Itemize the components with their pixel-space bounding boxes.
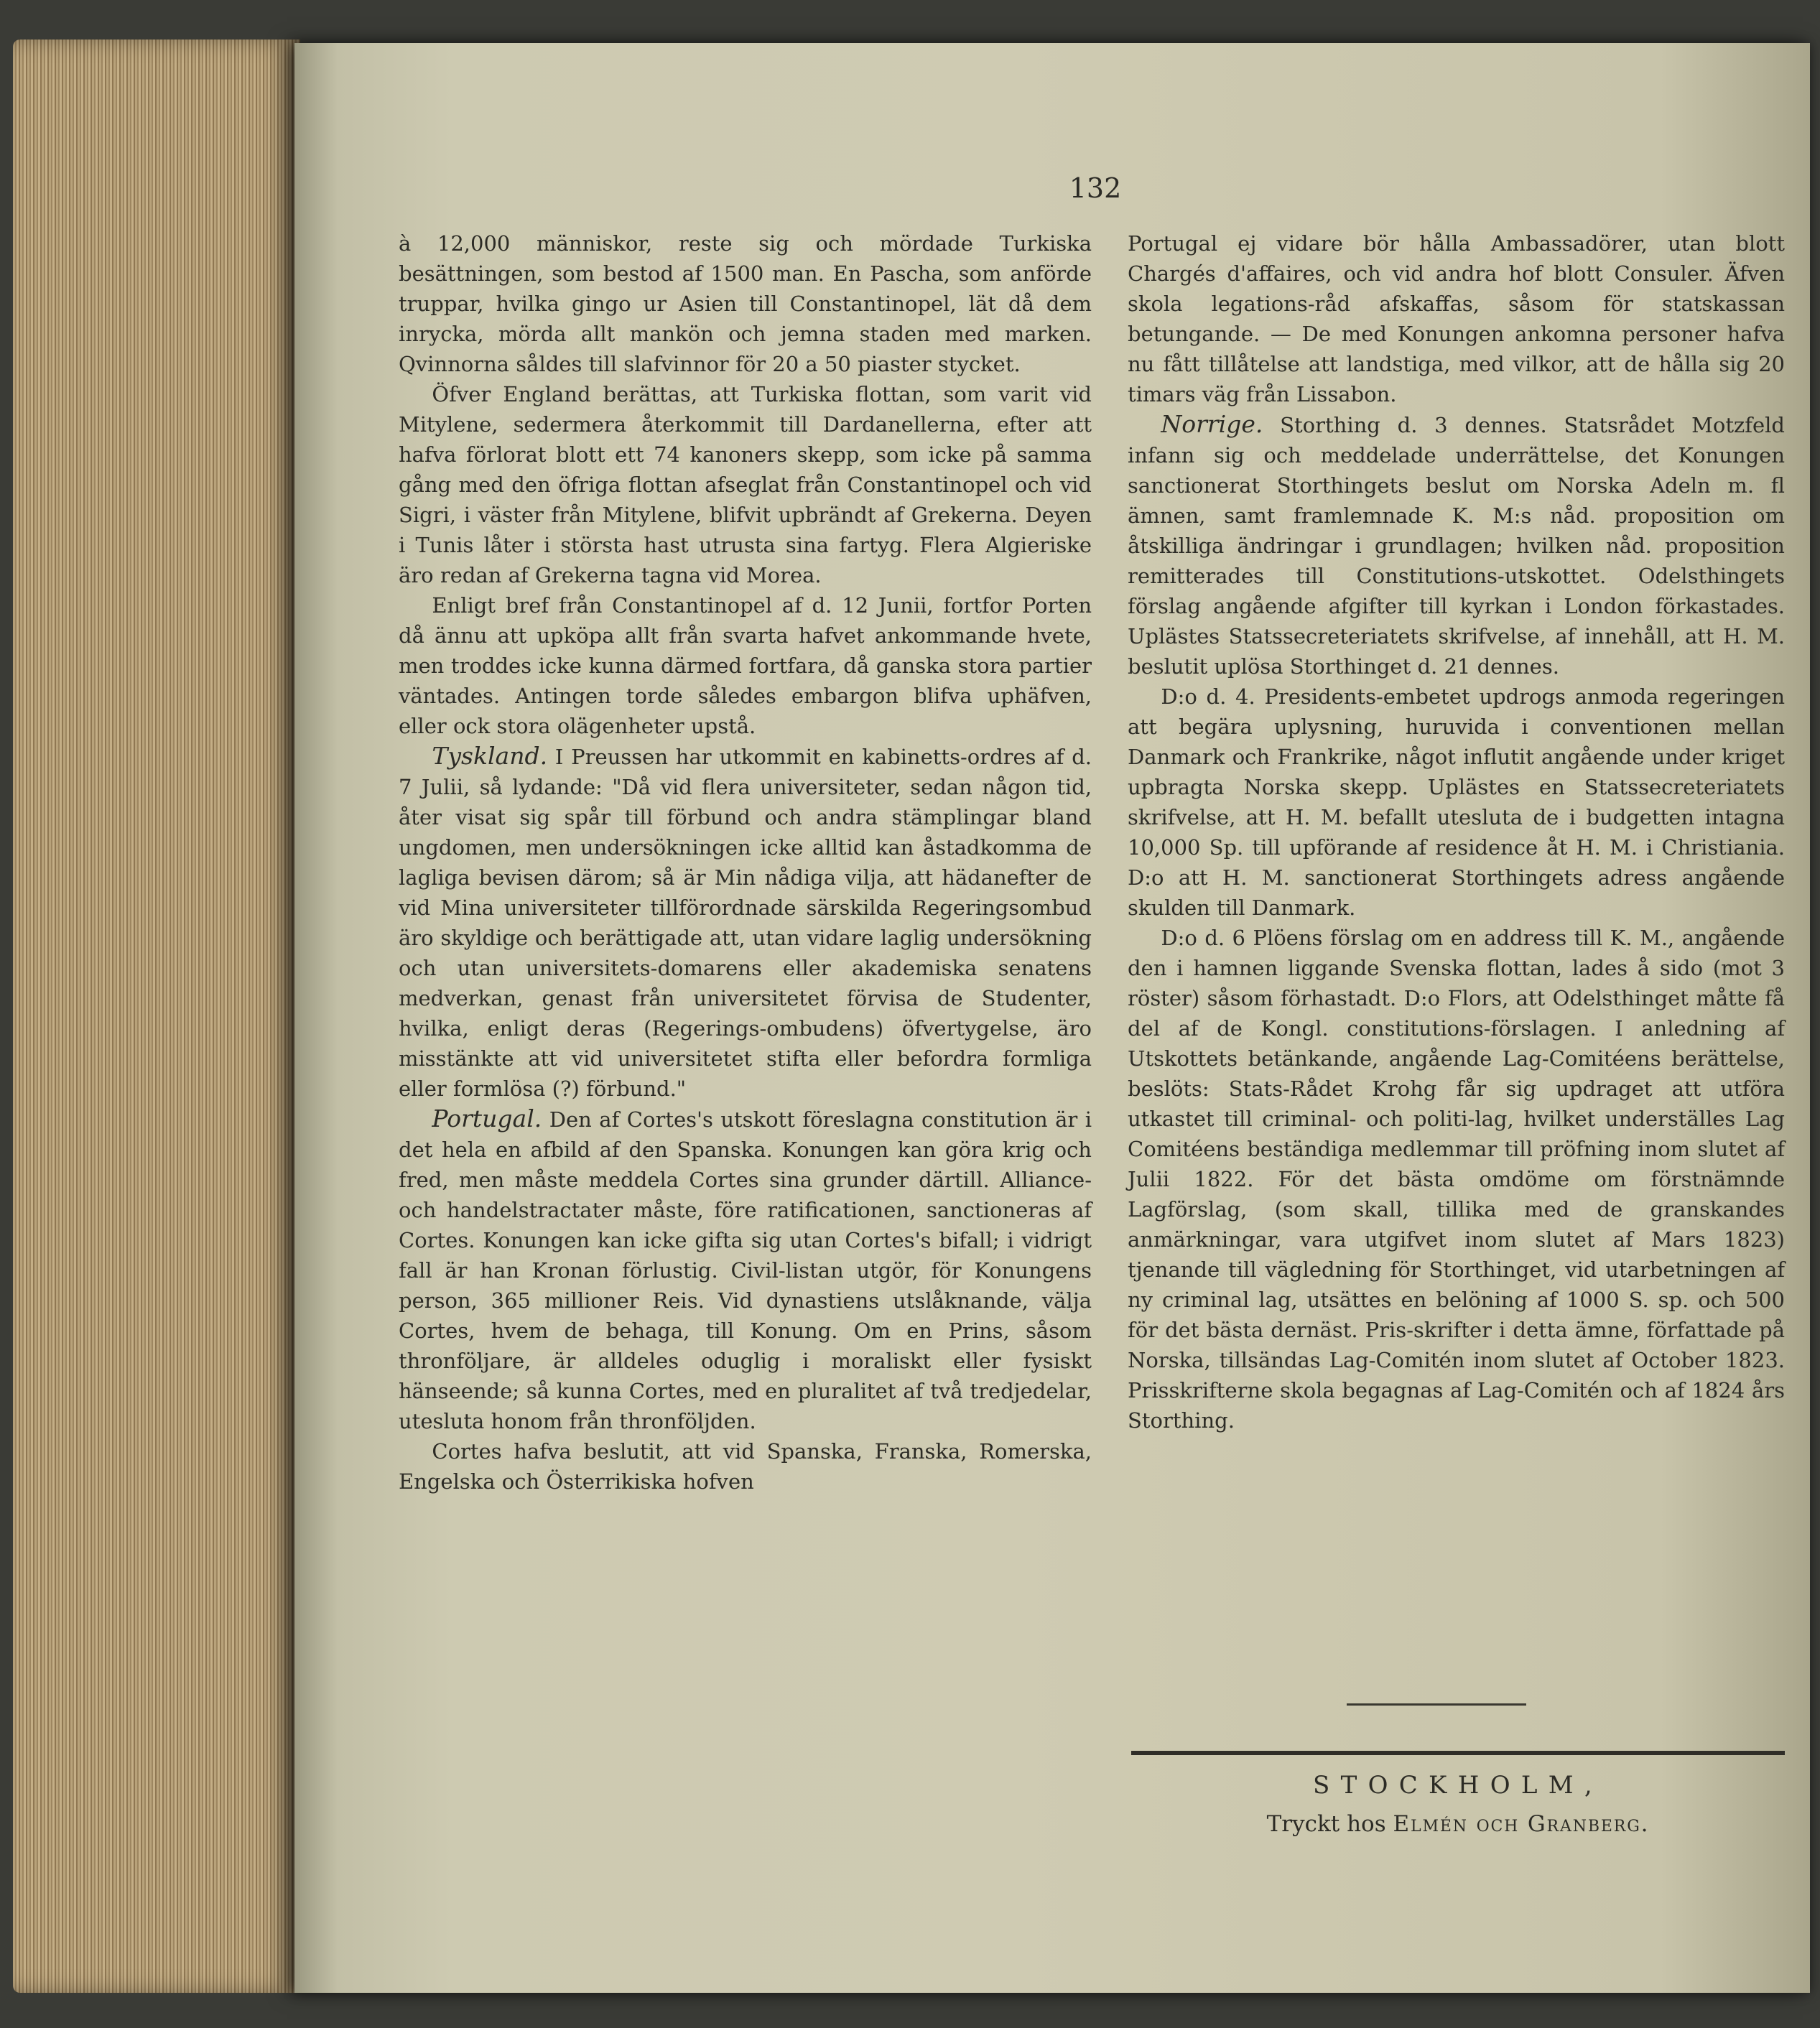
short-divider <box>1347 1703 1526 1706</box>
paragraph: Cortes hafva beslutit, att vid Spanska, Franska, Romerska, Engelska och Österrikiska hofven <box>399 1439 1092 1494</box>
page-number: 132 <box>1069 172 1122 204</box>
paragraph-text: Storthing d. 3 dennes. Statsrådet Motzfeld infann sig och meddelade underrättelse, det Konungen sanctionerat Storthingets beslut om Norska Adeln m. fl ämnen, samt framlemnade K. M:s nåd. proposition om åtskilliga ändringar i grundlagen; hvilken nåd. proposition remitterades till Constitutions-utskottet. Odelsthingets förslag angående afgifter till kyrkan i London förkastades. Uplästes Statssecreteriatets skrifvelse, af innehåll, att H. M. beslutit uplösa Storthinget d. 21 dennes. <box>1128 413 1785 679</box>
paragraph: D:o d. 4. Presidents-embetet updrogs anmoda regeringen att begära uplysning, huruvida i conventionen mellan Danmark och Frankrike, något influtit angående under kriget upbragta Norska skepp. Uplästes en Statssecreteriatets skrifvelse, att H. M. befallt utesluta de i budgetten intagna 10,000 Sp. till upförande af residence åt H. M. i Christiania. D:o att H. M. sanctionerat Storthingets adress angående skulden till Danmark. <box>1128 684 1785 920</box>
imprint-prefix: Tryckt hos <box>1266 1811 1393 1837</box>
paragraph <box>399 741 1092 1104</box>
paragraph <box>1128 409 1785 682</box>
paragraph-text: I Preussen har utkommit en kabinetts-ordres af d. 7 Julii, så lydande: "Då vid flera universiteter, sedan någon tid, åter visat sig spår till förbund och andra stämplingar bland ungdomen, men undersökningen icke alltid kan åstadkomma de lagliga bevisen därom; så är Min nådiga vilja, att hädanefter de vid Mina universiteter tillförordnade särskilda Regeringsombud äro skyldige och berättigade att, utan vidare laglig undersökning och utan universitets-domarens eller akademiska senatens medverkan, genast från universitetet förvisa de Studenter, hvilka, enligt deras (Regerings-ombudens) öfvertygelse, äro misstänkte att vid universitetet stifta eller befordra formliga eller formlösa (?) förbund." <box>399 745 1092 1101</box>
book-page-edges <box>13 39 300 1993</box>
country-heading: Portugal. <box>432 1104 542 1132</box>
printer-name: Elmén och Granberg. <box>1393 1811 1650 1837</box>
paragraph: à 12,000 människor, reste sig och mördade Turkiska besättningen, som bestod af 1500 man. En Pascha, som anförde truppar, hvilka gingo ur Asien till Constantinopel, lät då dem inrycka, mörda allt mankön och jemna staden med marken. Qvinnorna såldes till slafvinnor för 20 a 50 piaster stycket. <box>399 231 1092 376</box>
left-column <box>399 228 1092 1497</box>
country-heading: Norrige. <box>1161 410 1263 438</box>
paragraph: Öfver England berättas, att Turkiska flottan, som varit vid Mitylene, sedermera återkommit till Dardanellerna, efter att hafva förlorat blott ett 74 kanoners skepp, som icke på samma gång med den öfriga flottan afseglat från Constantinopel och vid Sigri, i väster från Mitylene, blifvit upbrändt af Grekerna. Deyen i Tunis låter i största hast utrusta sina fartyg. Flera Algieriske äro redan af Grekerna tagna vid Morea. <box>399 382 1092 587</box>
imprint-printer <box>1131 1811 1785 1837</box>
thick-divider <box>1131 1751 1785 1755</box>
imprint-city: STOCKHOLM, <box>1313 1771 1603 1800</box>
paragraph: D:o d. 6 Plöens förslag om en address till K. M., angående den i hamnen liggande Svenska flottan, lades å sido (mot 3 röster) såsom förhastadt. D:o Flors, att Odelsthinget måtte få del af de Kongl. constitutions-förslagen. I anledning af Utskottets betänkande, angående Lag-Comitéens berättelse, beslöts: Stats-Rådet Krohg får sig updraget att utföra utkastet till criminal- och politi-lag, hvilket underställes Lag Comitéens beständiga medlemmar till pröfning inom slutet af Julii 1822. För det bästa omdöme om förstnämnde Lagförslag, (som skall, tillika med de granskandes anmärkningar, vara utgifvet inom slutet af Mars 1823) tjenande till vägledning för Storthinget, vid utarbetningen af ny criminal lag, utsättes en belöning af 1000 S. sp. och 500 för det bästa dernäst. Pris-skrifter i detta ämne, författade på Norska, tillsändas Lag-Comitén inom slutet af October 1823. Prisskrifterne skola begagnas af Lag-Comitén och af 1824 års Storthing. <box>1128 926 1785 1433</box>
right-column <box>1128 228 1785 1436</box>
country-heading: Tyskland. <box>432 742 548 770</box>
paragraph: Enligt bref från Constantinopel af d. 12 Junii, fortfor Porten då ännu att upköpa allt från svarta hafvet ankommande hvete, men troddes icke kunna därmed fortfara, då ganska stora partier väntades. Antingen torde således embargon blifva uphäfven, eller ock stora olägenheter upstå. <box>399 593 1092 738</box>
paragraph <box>399 1104 1092 1436</box>
paragraph: Portugal ej vidare bör hålla Ambassadörer, utan blott Chargés d'affaires, och vid andra hof blott Consuler. Äfven skola legations-råd afskaffas, såsom för statskassan betungande. — De med Konungen ankomna personer hafva nu fått tillåtelse att landstiga, med vilkor, att de hålla sig 20 timars väg från Lissabon. <box>1128 231 1785 406</box>
paragraph-text: Den af Cortes's utskott föreslagna constitution är i det hela en afbild af den Spanska. Konungen kan göra krig och fred, men måste meddela Cortes sina grunder därtill. Alliance- och handelstractater måste, före ratificationen, sanctioneras af Cortes. Konungen kan icke gifta sig utan Cortes's bifall; i vidrigt fall är han Kronan förlustig. Civil-listan utgör, för Konungens person, 365 millioner Reis. Vid dynastiens utslåknande, välja Cortes, hvem de behaga, till Konung. Om en Prins, såsom thronföljare, är alldeles oduglig i moraliskt eller fysiskt hänseende; så kunna Cortes, med en pluralitet af två tredjedelar, utesluta honom från thronföljden. <box>399 1107 1092 1433</box>
